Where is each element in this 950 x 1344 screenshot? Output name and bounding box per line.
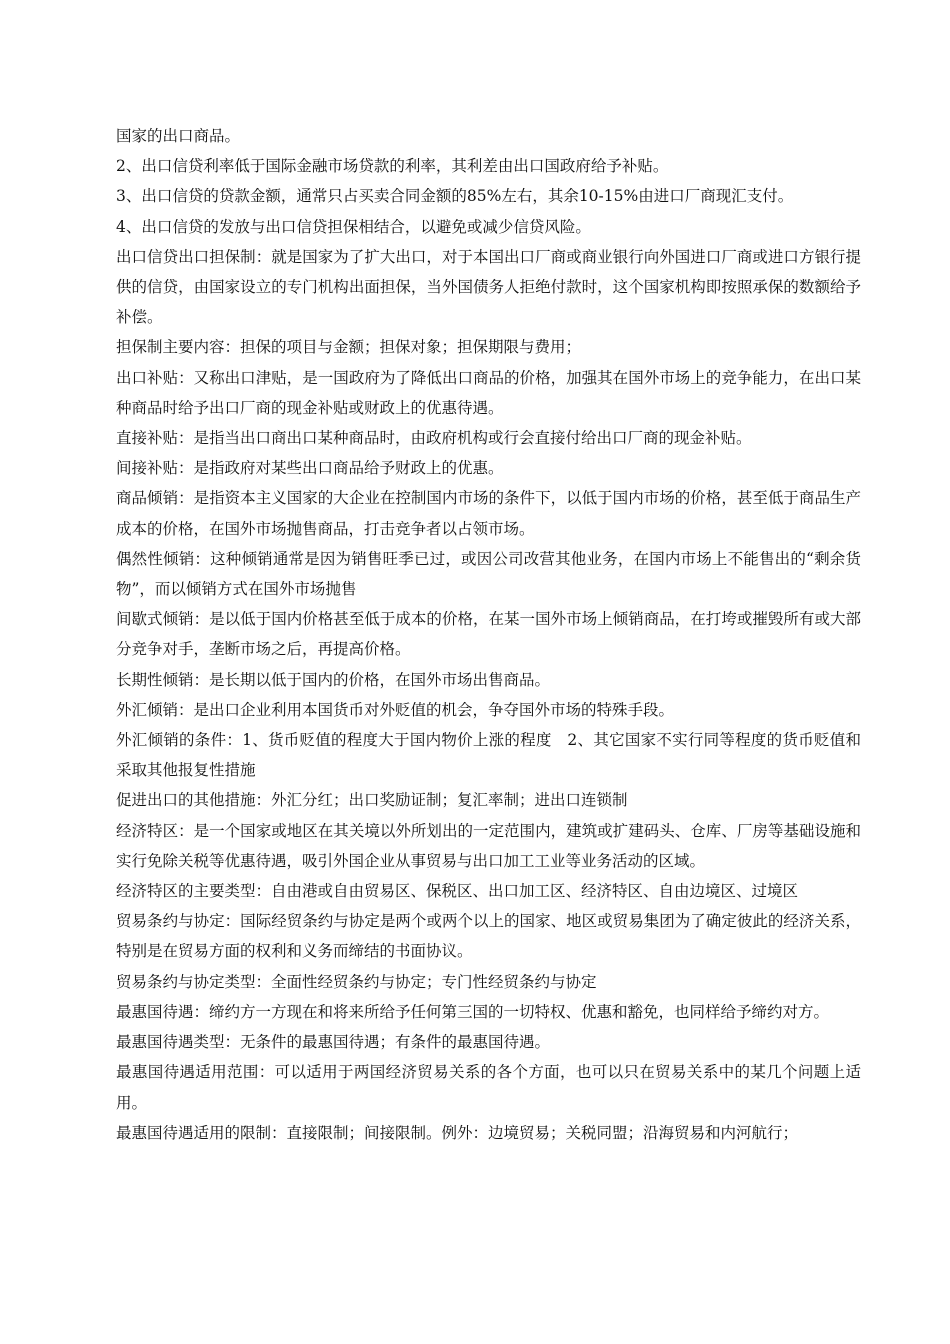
paragraph-6: 担保制主要内容：担保的项目与金额；担保对象；担保期限与费用；	[116, 338, 582, 357]
paragraph-15: 外汇倾销的条件：1、货币贬值的程度大于国内物价上涨的程度 2、其它国家不实行同等程度的货币贬值和采取其他报复性措施	[116, 731, 861, 780]
document-page	[116, 121, 861, 1148]
paragraph-8: 直接补贴：是指当出口商出口某种商品时，由政府机构或行会直接付给出口厂商的现金补贴。	[116, 429, 752, 448]
paragraph-16: 促进出口的其他措施：外汇分红；出口奖励证制；复汇率制；进出口连锁制	[116, 791, 628, 810]
paragraph-13: 长期性倾销：是长期以低于国内的价格，在国外市场出售商品。	[116, 670, 551, 689]
paragraph-2: 2、出口信贷利率低于国际金融市场贷款的利率，其利差由出口国政府给予补贴。	[116, 157, 669, 176]
paragraph-12: 间歇式倾销：是以低于国内价格甚至低于成本的价格，在某一国外市场上倾销商品，在打垮或摧毁所有或大部分竞争对手，垄断市场之后，再提高价格。	[116, 610, 861, 659]
paragraph-5: 出口信贷出口担保制：就是国家为了扩大出口，对于本国出口厂商或商业银行向外国进口厂商或进口方银行提供的信贷，由国家设立的专门机构出面担保，当外国债务人拒绝付款时，这个国家机构即按照承保的数额给予补偿。	[116, 247, 861, 327]
paragraph-22: 最惠国待遇类型：无条件的最惠国待遇；有条件的最惠国待遇。	[116, 1033, 551, 1052]
paragraph-24: 最惠国待遇适用的限制：直接限制；间接限制。例外：边境贸易；关税同盟；沿海贸易和内河航行；	[116, 1123, 799, 1142]
paragraph-4: 4、出口信贷的发放与出口信贷担保相结合，以避免或减少信贷风险。	[116, 217, 591, 236]
paragraph-9: 间接补贴：是指政府对某些出口商品给予财政上的优惠。	[116, 459, 504, 478]
paragraph-18: 经济特区的主要类型：自由港或自由贸易区、保税区、出口加工区、经济特区、自由边境区、过境区	[116, 882, 799, 901]
paragraph-14: 外汇倾销：是出口企业利用本国货币对外贬值的机会，争夺国外市场的特殊手段。	[116, 700, 675, 719]
paragraph-3: 3、出口信贷的贷款金额，通常只占买卖合同金额的85%左右，其余10-15%由进口厂商现汇支付。	[116, 187, 794, 206]
paragraph-21: 最惠国待遇：缔约方一方现在和将来所给予任何第三国的一切特权、优惠和豁免，也同样给予缔约对方。	[116, 1002, 830, 1021]
paragraph-23: 最惠国待遇适用范围：可以适用于两国经济贸易关系的各个方面，也可以只在贸易关系中的某几个问题上适用。	[116, 1063, 861, 1112]
paragraph-11: 偶然性倾销：这种倾销通常是因为销售旺季已过，或因公司改营其他业务，在国内市场上不能售出的“剩余货物”，而以倾销方式在国外市场抛售	[116, 549, 861, 599]
paragraph-1: 国家的出口商品。	[116, 127, 241, 145]
paragraph-10: 商品倾销：是指资本主义国家的大企业在控制国内市场的条件下，以低于国内市场的价格，甚至低于商品生产成本的价格，在国外市场抛售商品，打击竞争者以占领市场。	[116, 489, 861, 538]
paragraph-20: 贸易条约与协定类型：全面性经贸条约与协定；专门性经贸条约与协定	[116, 972, 597, 991]
paragraph-17: 经济特区：是一个国家或地区在其关境以外所划出的一定范围内，建筑或扩建码头、仓库、厂房等基础设施和实行免除关税等优惠待遇，吸引外国企业从事贸易与出口加工工业等业务活动的区域。	[116, 821, 861, 870]
paragraph-7: 出口补贴：又称出口津贴，是一国政府为了降低出口商品的价格，加强其在国外市场上的竞争能力，在出口某种商品时给予出口厂商的现金补贴或财政上的优惠待遇。	[116, 368, 861, 417]
paragraph-19: 贸易条约与协定：国际经贸条约与协定是两个或两个以上的国家、地区或贸易集团为了确定彼此的经济关系，特别是在贸易方面的权利和义务而缔结的书面协议。	[116, 912, 861, 961]
